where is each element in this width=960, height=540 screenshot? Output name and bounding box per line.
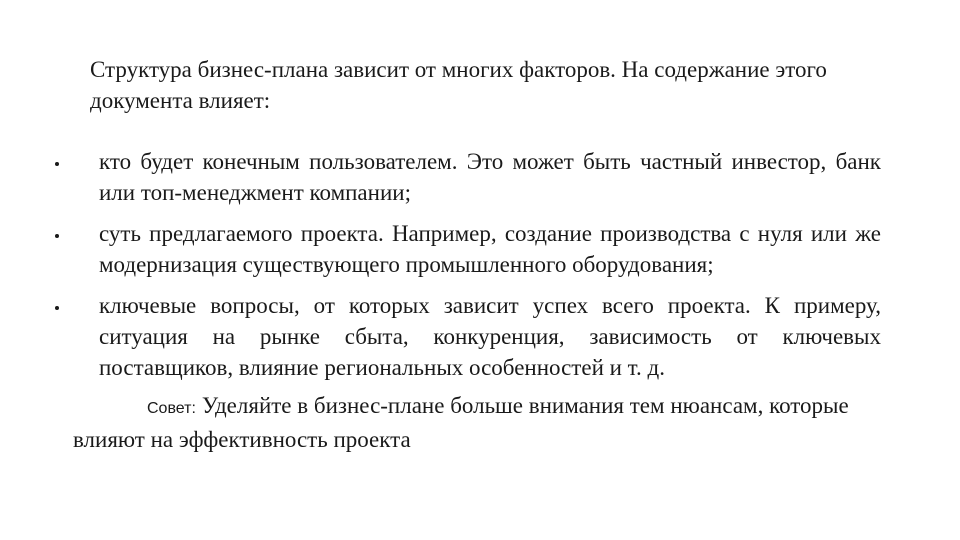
factor-list xyxy=(55,146,881,393)
tip-text: Уделяйте в бизнес-плане больше внимания тем нюансам, которые влияют на эффективность проекта xyxy=(73,393,849,452)
tip-label: Совет: xyxy=(147,400,196,417)
list-item xyxy=(55,290,881,383)
list-item-text: ключевые вопросы, от которых зависит успех всего проекта. К примеру, ситуация на рынке сбыта, конкуренция, зависимость от ключевых поставщиков, влияние региональных особенностей и т. д. xyxy=(99,293,881,380)
tip-paragraph xyxy=(73,390,893,455)
list-item xyxy=(55,146,881,208)
list-item xyxy=(55,218,881,280)
intro-paragraph: Структура бизнес-плана зависит от многих факторов. На содержание этого документа влияет: xyxy=(90,57,827,113)
bullet-icon xyxy=(55,162,59,166)
list-item-text: кто будет конечным пользователем. Это может быть частный инвестор, банк или топ-менеджмент компании; xyxy=(99,149,881,205)
bullet-icon xyxy=(55,234,59,238)
bullet-icon xyxy=(55,306,59,310)
list-item-text: суть предлагаемого проекта. Например, создание производства с нуля или же модернизация существующего промышленного оборудования; xyxy=(99,221,881,277)
